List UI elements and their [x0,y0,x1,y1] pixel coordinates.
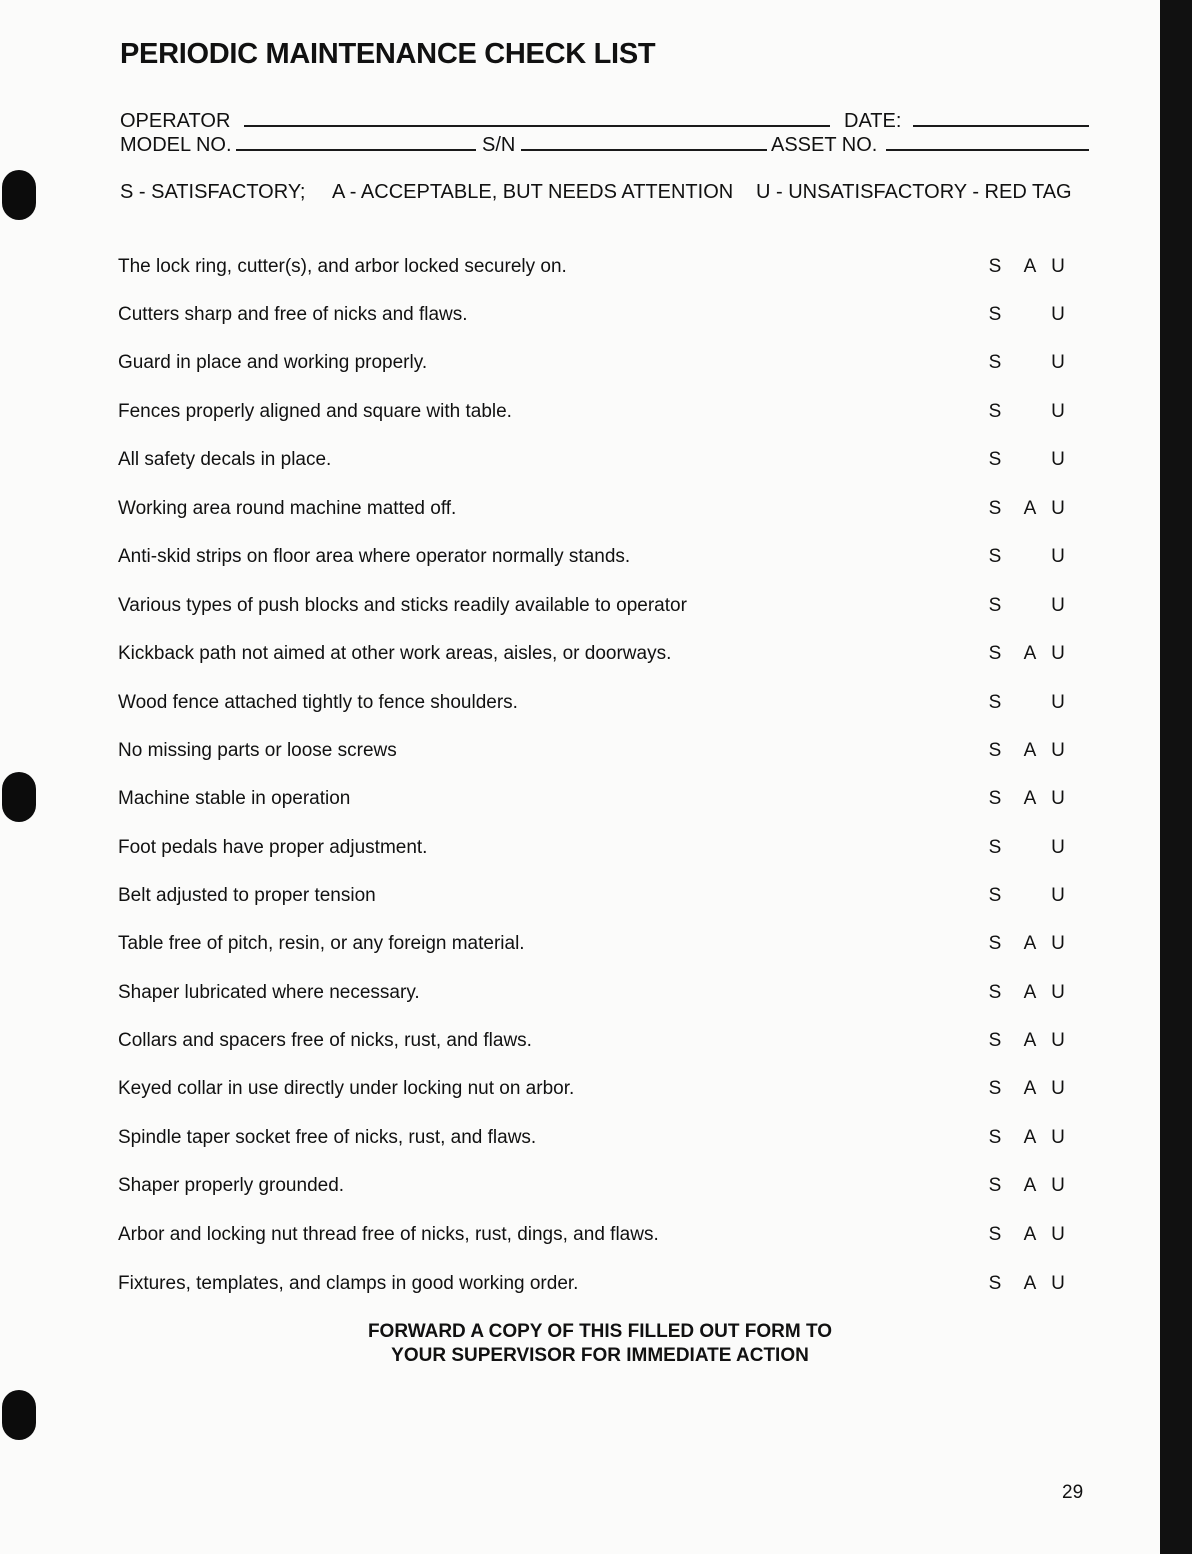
date-label: DATE: [844,110,902,132]
serial-label: S/N [482,134,516,156]
rating-s[interactable]: S [988,256,1002,277]
rating-a[interactable]: A [1023,256,1037,277]
rating-u[interactable]: U [1051,1175,1065,1196]
footer-line-1: FORWARD A COPY OF THIS FILLED OUT FORM TO [367,1321,833,1342]
checklist-item [0,643,1160,673]
rating-s[interactable]: S [988,449,1002,470]
rating-s[interactable]: S [988,788,1002,809]
rating-u[interactable]: U [1051,643,1065,664]
rating-s[interactable]: S [988,352,1002,373]
rating-a[interactable]: A [1023,643,1037,664]
item-text: Table free of pitch, resin, or any foreign material. [118,933,525,954]
checklist-item [0,449,1160,479]
rating-s[interactable]: S [988,692,1002,713]
asset-field[interactable] [886,149,1089,151]
rating-u[interactable]: U [1051,740,1065,761]
checklist-item [0,1224,1160,1254]
checklist-item [0,401,1160,431]
rating-u[interactable]: U [1051,837,1065,858]
checklist-item [0,1273,1160,1303]
checklist-item [0,1127,1160,1157]
item-text: Guard in place and working properly. [118,352,428,373]
rating-u[interactable]: U [1051,1273,1065,1294]
model-field[interactable] [236,149,476,151]
page-number: 29 [1062,1482,1084,1503]
rating-s[interactable]: S [988,982,1002,1003]
checklist-item [0,1078,1160,1108]
rating-s[interactable]: S [988,304,1002,325]
operator-field[interactable] [244,125,830,127]
item-text: Arbor and locking nut thread free of nicks, rust, dings, and flaws. [118,1224,659,1245]
rating-s[interactable]: S [988,1224,1002,1245]
item-text: Various types of push blocks and sticks readily available to operator [118,595,687,616]
item-text: Spindle taper socket free of nicks, rust, and flaws. [118,1127,537,1148]
rating-s[interactable]: S [988,498,1002,519]
rating-s[interactable]: S [988,837,1002,858]
model-label: MODEL NO. [120,134,232,156]
rating-u[interactable]: U [1051,1127,1065,1148]
item-text: Working area round machine matted off. [118,498,457,519]
rating-a[interactable]: A [1023,498,1037,519]
rating-u[interactable]: U [1051,885,1065,906]
item-text: Wood fence attached tightly to fence shoulders. [118,692,518,713]
rating-u[interactable]: U [1051,1078,1065,1099]
rating-u[interactable]: U [1051,1030,1065,1051]
item-text: Fixtures, templates, and clamps in good working order. [118,1273,579,1294]
checklist-item [0,1175,1160,1205]
rating-u[interactable]: U [1051,788,1065,809]
rating-u[interactable]: U [1051,449,1065,470]
rating-s[interactable]: S [988,643,1002,664]
rating-s[interactable]: S [988,1030,1002,1051]
checklist-item [0,982,1160,1012]
rating-u[interactable]: U [1051,546,1065,567]
rating-a[interactable]: A [1023,933,1037,954]
rating-s[interactable]: S [988,1273,1002,1294]
serial-field[interactable] [521,149,767,151]
rating-u[interactable]: U [1051,352,1065,373]
item-text: Shaper lubricated where necessary. [118,982,420,1003]
rating-s[interactable]: S [988,1127,1002,1148]
item-text: No missing parts or loose screws [118,740,397,761]
checklist-item [0,1030,1160,1060]
item-text: Collars and spacers free of nicks, rust, and flaws. [118,1030,532,1051]
item-text: Shaper properly grounded. [118,1175,345,1196]
item-text: Keyed collar in use directly under locking nut on arbor. [118,1078,575,1099]
checklist-item [0,304,1160,334]
asset-label: ASSET NO. [771,134,878,156]
rating-u[interactable]: U [1051,692,1065,713]
rating-a[interactable]: A [1023,1030,1037,1051]
rating-u[interactable]: U [1051,933,1065,954]
item-text: Machine stable in operation [118,788,351,809]
rating-a[interactable]: A [1023,1224,1037,1245]
checklist-item [0,740,1160,770]
item-text: Fences properly aligned and square with table. [118,401,512,422]
item-text: Cutters sharp and free of nicks and flaws. [118,304,468,325]
rating-s[interactable]: S [988,1175,1002,1196]
rating-u[interactable]: U [1051,595,1065,616]
rating-s[interactable]: S [988,401,1002,422]
checklist-item [0,837,1160,867]
checklist-item [0,933,1160,963]
legend-unsatisfactory: U - UNSATISFACTORY - RED TAG [756,181,1072,203]
rating-u[interactable]: U [1051,1224,1065,1245]
rating-a[interactable]: A [1023,982,1037,1003]
checklist-item [0,498,1160,528]
item-text: Anti-skid strips on floor area where operator normally stands. [118,546,631,567]
rating-s[interactable]: S [988,595,1002,616]
rating-s[interactable]: S [988,885,1002,906]
checklist-item [0,885,1160,915]
rating-s[interactable]: S [988,740,1002,761]
item-text: Belt adjusted to proper tension [118,885,376,906]
item-text: All safety decals in place. [118,449,332,470]
legend-acceptable: A - ACCEPTABLE, BUT NEEDS ATTENTION [332,181,734,203]
rating-s[interactable]: S [988,933,1002,954]
footer-line-2: YOUR SUPERVISOR FOR IMMEDIATE ACTION [391,1345,809,1366]
rating-s[interactable]: S [988,546,1002,567]
checklist-item [0,352,1160,382]
rating-u[interactable]: U [1051,401,1065,422]
rating-u[interactable]: U [1051,498,1065,519]
checklist-item [0,256,1160,286]
rating-a[interactable]: A [1023,1127,1037,1148]
page-title: PERIODIC MAINTENANCE CHECK LIST [120,38,656,70]
rating-a[interactable]: A [1023,1175,1037,1196]
rating-u[interactable]: U [1051,304,1065,325]
operator-label: OPERATOR [120,110,231,132]
item-text: Kickback path not aimed at other work areas, aisles, or doorways. [118,643,672,664]
rating-u[interactable]: U [1051,256,1065,277]
checklist-item [0,788,1160,818]
checklist-item [0,595,1160,625]
rating-s[interactable]: S [988,1078,1002,1099]
item-text: Foot pedals have proper adjustment. [118,837,428,858]
rating-u[interactable]: U [1051,982,1065,1003]
footer-instruction [300,1320,900,1368]
rating-a[interactable]: A [1023,740,1037,761]
rating-a[interactable]: A [1023,1273,1037,1294]
rating-a[interactable]: A [1023,1078,1037,1099]
checklist-item [0,692,1160,722]
scan-edge [1160,0,1192,1554]
binder-hole [2,1390,36,1440]
binder-hole [2,170,36,220]
checklist-item [0,546,1160,576]
item-text: The lock ring, cutter(s), and arbor locked securely on. [118,256,567,277]
rating-a[interactable]: A [1023,788,1037,809]
date-field[interactable] [913,125,1089,127]
legend-satisfactory: S - SATISFACTORY; [120,181,306,203]
